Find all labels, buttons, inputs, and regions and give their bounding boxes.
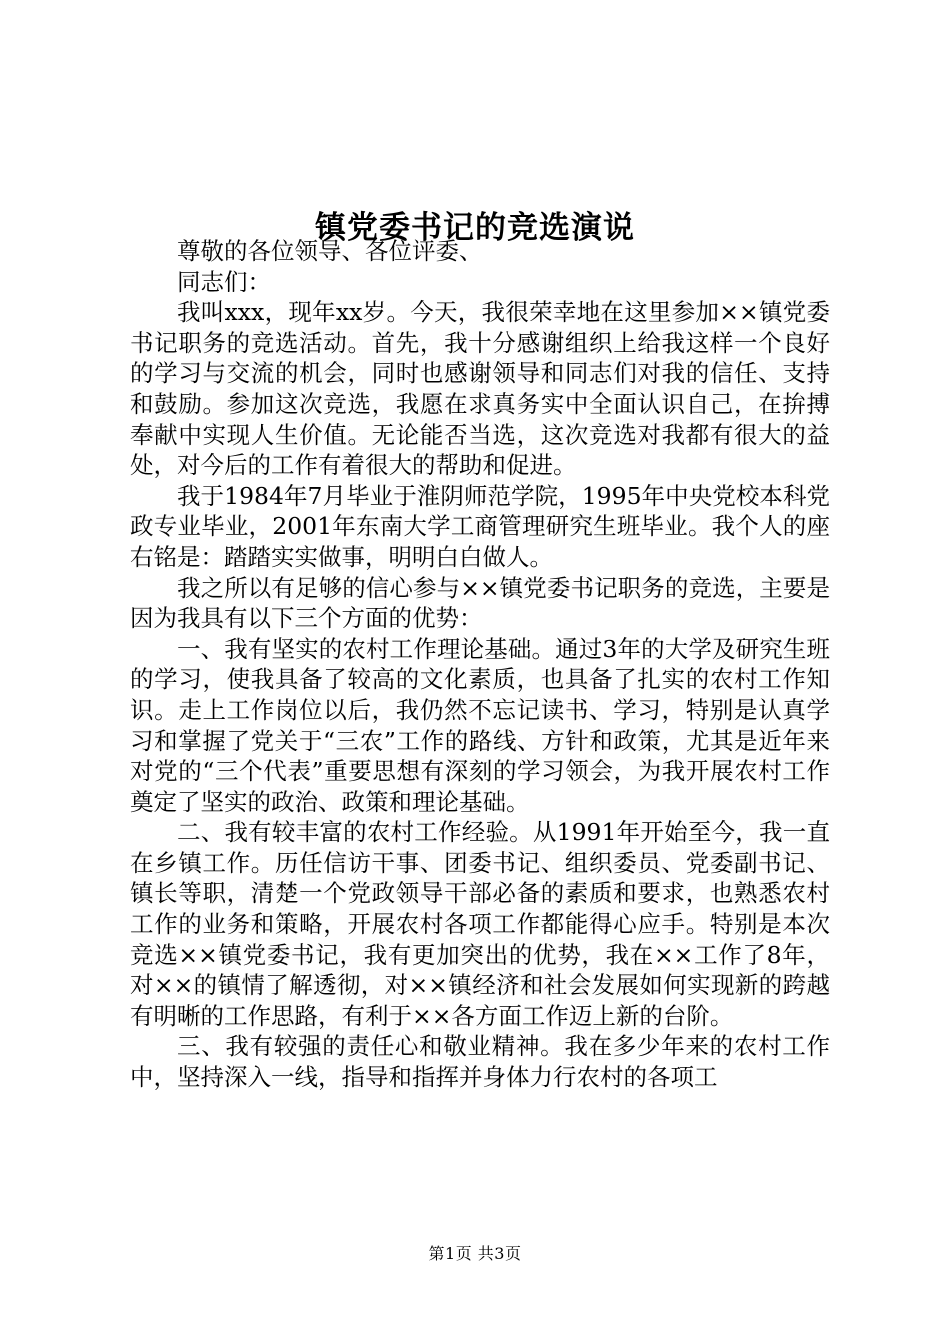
paragraph-advantage-3: 三、我有较强的责任心和敬业精神。我在多少年来的农村工作中，坚持深入一线，指导和指挥并身体力行农村的各项工 [130,1032,830,1092]
paragraph-advantage-1: 一、我有坚实的农村工作理论基础。通过3年的大学及研究生班的学习，使我具备了较高的文化素质，也具备了扎实的农村工作知识。走上工作岗位以后，我仍然不忘记读书、学习，特别是认真学习和掌握了党关于“三农”工作的路线、方针和政策，尤其是近年来对党的“三个代表”重要思想有深刻的学习领会，为我开展农村工作奠定了坚实的政治、政策和理论基础。 [130,634,830,816]
document-body [130,236,830,1093]
page-footer: 第1页 共3页 [428,1244,522,1263]
salutation-line-1: 尊敬的各位领导、各位评委、 [177,237,483,265]
paragraph-education: 我于1984年7月毕业于淮阴师范学院，1995年中央党校本科党政专业毕业，2001年东南大学工商管理研究生班毕业。我个人的座右铭是：踏踏实实做事，明明白白做人。 [130,481,830,571]
paragraph-introduction: 我叫xxx，现年xx岁。今天，我很荣幸地在这里参加××镇党委书记职务的竞选活动。首先，我十分感谢组织上给我这样一个良好的学习与交流的机会，同时也感谢领导和同志们对我的信任、支持和鼓励。参加这次竞选，我愿在求真务实中全面认识自己，在拚搏奉献中实现人生价值。无论能否当选，这次竞选对我都有很大的益处，对今后的工作有着很大的帮助和促进。 [130,298,830,480]
page-title: 镇党委书记的竞选演说 [315,209,635,246]
salutation-line-2: 同志们： [177,267,271,296]
paragraph-advantage-2: 二、我有较丰富的农村工作经验。从1991年开始至今，我一直在乡镇工作。历任信访干事、团委书记、组织委员、党委副书记、镇长等职，清楚一个党政领导干部必备的素质和要求，也熟悉农村工作的业务和策略，开展农村各项工作都能得心应手。特别是本次竞选××镇党委书记，我有更加突出的优势，我在××工作了8年，对××的镇情了解透彻，对××镇经济和社会发展如何实现新的跨越有明晰的工作思路，有利于××各方面工作迈上新的台阶。 [130,818,830,1030]
paragraph-advantages-intro: 我之所以有足够的信心参与××镇党委书记职务的竞选，主要是因为我具有以下三个方面的优势： [130,573,830,633]
